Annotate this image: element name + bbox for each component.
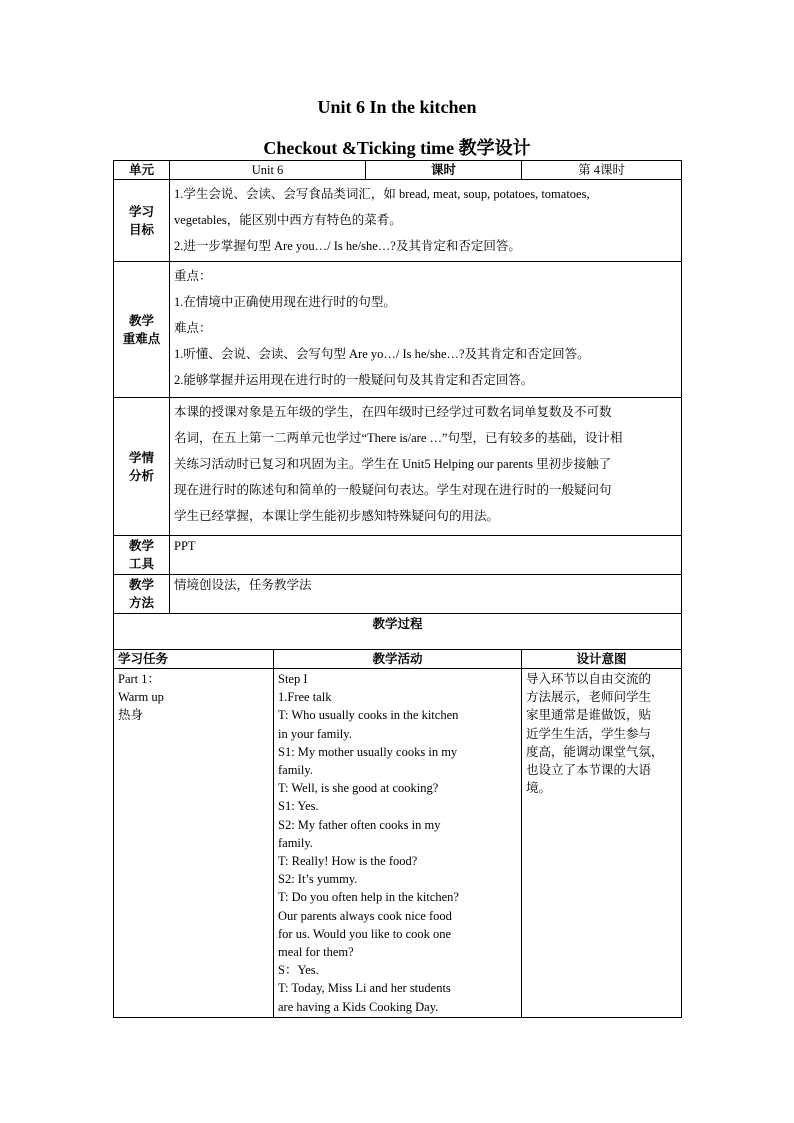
task-line: Part 1： — [118, 672, 161, 686]
objectives-label: 学习 目标 — [114, 180, 170, 262]
key-points-line: 难点： — [174, 321, 212, 335]
process-columns-row — [114, 650, 682, 669]
key-points-label: 教学 重难点 — [114, 262, 170, 398]
activity-column-header: 教学活动 — [274, 650, 522, 669]
document-subtitle: Checkout &Ticking time 教学设计 — [263, 138, 531, 158]
activity-line: in your family. — [278, 726, 352, 741]
analysis-line: 学生已经掌握，本课让学生能初步感知特殊疑问句的用法。 — [174, 509, 500, 523]
unit-row — [114, 161, 682, 180]
activity-line: Our parents always cook nice food — [278, 908, 452, 923]
tools-row — [114, 536, 682, 575]
objectives-content — [170, 180, 682, 262]
period-value: 第 4课时 — [522, 161, 682, 180]
key-points-line: 1.听懂、会说、会读、会写句型 Are yo…/ Is he/she…?及其肯定和否定回答。 — [174, 347, 590, 361]
intent-cell — [522, 669, 682, 1018]
activity-line: S2: It’s yummy. — [278, 872, 358, 887]
methods-row — [114, 575, 682, 614]
task-line: Warm up — [118, 690, 164, 705]
activity-line: family. — [278, 763, 313, 778]
analysis-line: 名词，在五上第一二两单元也学过“There is/are …”句型，已有较多的基础，设计相 — [174, 431, 623, 445]
objectives-line: 1.学生会说、会读、会写食品类词汇，如 bread, meat, soup, potatoes, tomatoes, — [174, 187, 590, 201]
activity-line: family. — [278, 835, 313, 850]
methods-label: 教学 方法 — [114, 575, 170, 614]
intent-line: 境。 — [526, 781, 552, 796]
analysis-line: 本课的授课对象是五年级的学生，在四年级时已经学过可数名词单复数及不可数 — [174, 405, 612, 419]
objectives-line: 2.进一步掌握句型 Are you…/ Is he/she…?及其肯定和否定回答。 — [174, 239, 521, 253]
analysis-content — [170, 398, 682, 536]
activity-line: are having a Kids Cooking Day. — [278, 999, 439, 1014]
intent-line: 方法展示，老师问学生 — [526, 690, 652, 705]
activity-line: meal for them? — [278, 945, 354, 960]
key-points-line: 重点： — [174, 269, 212, 283]
intent-line: 导入环节以自由交流的 — [526, 672, 652, 686]
unit-value: Unit 6 — [170, 161, 366, 180]
tools-label: 教学 工具 — [114, 536, 170, 575]
activity-line: T: Today, Miss Li and her students — [278, 981, 451, 996]
intent-line: 近学生生活，学生参与 — [526, 726, 652, 741]
activity-line: T: Do you often help in the kitchen? — [278, 890, 459, 905]
analysis-line: 关练习活动时已复习和巩固为主。学生在 Unit5 Helping our parents 里初步接触了 — [174, 457, 612, 471]
analysis-line: 现在进行时的陈述句和简单的一般疑问句表达。学生对现在进行时的一般疑问句 — [174, 483, 612, 497]
tools-value: PPT — [170, 536, 682, 575]
lesson-plan-table — [113, 160, 682, 1018]
activity-line: S1: My mother usually cooks in my — [278, 744, 458, 759]
activity-line: for us. Would you like to cook one — [278, 926, 452, 941]
document-title: Unit 6 In the kitchen — [317, 97, 477, 117]
activity-line: T: Who usually cooks in the kitchen — [278, 708, 459, 723]
intent-line: 度高，能调动课堂气氛， — [526, 744, 664, 759]
task-line: 热身 — [118, 708, 144, 723]
activity-line: S1: Yes. — [278, 799, 319, 814]
activity-line: 1.Free talk — [278, 690, 332, 705]
key-points-row — [114, 262, 682, 398]
task-column-header: 学习任务 — [114, 650, 274, 669]
task-cell — [114, 669, 274, 1018]
activity-line: S2: My father often cooks in my — [278, 817, 441, 832]
intent-line: 家里通常是谁做饭，贴 — [526, 708, 652, 723]
key-points-line: 2.能够掌握并运用现在进行时的一般疑问句及其肯定和否定回答。 — [174, 373, 534, 387]
key-points-line: 1.在情境中正确使用现在进行时的句型。 — [174, 295, 396, 309]
analysis-row — [114, 398, 682, 536]
objectives-row — [114, 180, 682, 262]
process-header: 教学过程 — [114, 614, 682, 650]
period-label: 课时 — [366, 161, 522, 180]
intent-column-header: 设计意图 — [522, 650, 682, 669]
methods-value: 情境创设法，任务教学法 — [170, 575, 682, 614]
process-header-row — [114, 614, 682, 650]
activity-cell — [274, 669, 522, 1018]
key-points-content — [170, 262, 682, 398]
activity-line: T: Well, is she good at cooking? — [278, 781, 439, 796]
process-row — [114, 669, 682, 1018]
analysis-label: 学情 分析 — [114, 398, 170, 536]
intent-line: 也设立了本节课的大语 — [526, 763, 652, 778]
activity-line: Step I — [278, 672, 308, 686]
objectives-line: vegetables，能区别中西方有特色的菜肴。 — [174, 213, 402, 227]
activity-line: T: Really! How is the food? — [278, 854, 418, 869]
unit-label: 单元 — [114, 161, 170, 180]
activity-line: S：Yes. — [278, 963, 319, 978]
